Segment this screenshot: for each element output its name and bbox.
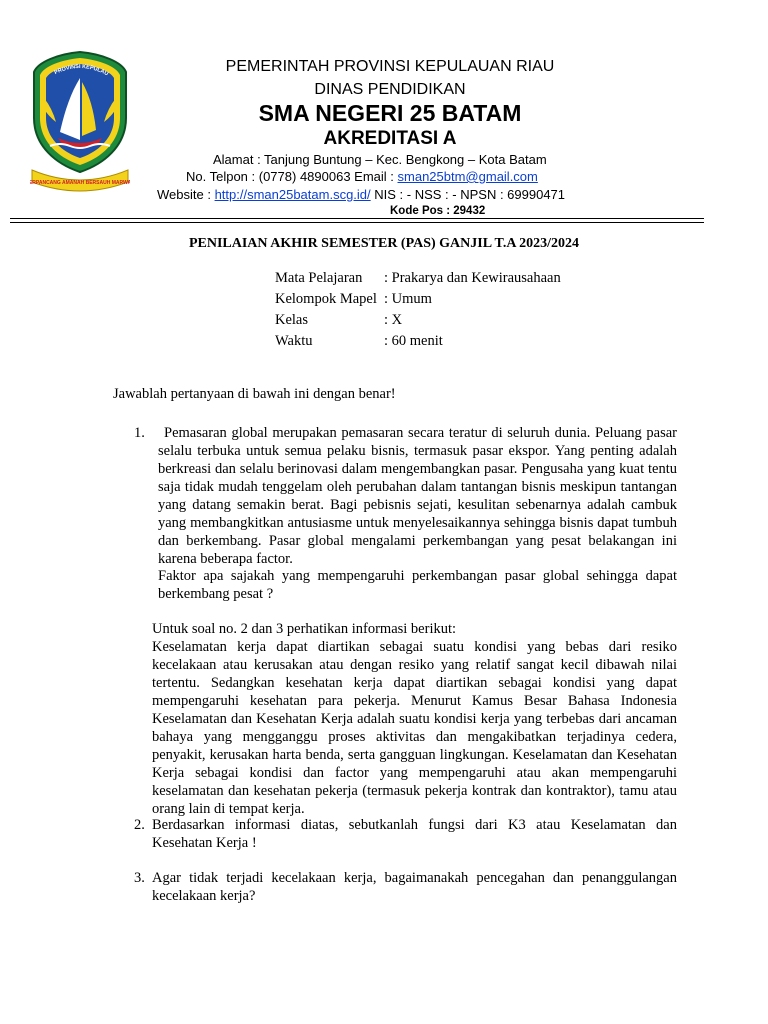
government-name: PEMERINTAH PROVINSI KEPULAUAN RIAU <box>225 58 555 75</box>
shared-intro: Untuk soal no. 2 dan 3 perhatikan informasi berikut: <box>152 621 457 637</box>
info-label: Kelas <box>275 312 309 328</box>
question-1-passage: Pemasaran global merupakan pemasaran secara teratur di seluruh dunia. Peluang pasar selalu terbuka untuk semua pelaku bisnis, termasuk pasar ekspor. Yang penting adalah berkreasi dan selalu berinovasi dalam mengembangkan pasar. Pengusaha yang kuat tentu saja tidak mudah tenggelam oleh perubahan dalam tantangan bisnis meskipun tantangan yang datang semakin berat. Bagi pebisnis sejati, kesulitan sebenarnya adalah cambuk yang membangkitkan antusiasme untuk menyelesaikannya sehingga bisnis dapat tumbuh dan berkembang. Pasar global mengalami perkembangan yang pesat belakangan ini karena beberapa factor. <box>158 425 677 567</box>
department-name: DINAS PENDIDIKAN <box>314 81 466 98</box>
info-value: : X <box>384 312 403 328</box>
info-row-group <box>275 289 561 310</box>
emblem-ribbon-text: BERPANCANG AMANAH BERSAUH MARWAH <box>30 180 130 186</box>
email-link[interactable]: sman25btm@gmail.com <box>397 169 538 184</box>
phone-text: No. Telpon : (0778) 4890063 Email : <box>186 169 398 184</box>
school-ids: NIS : - NSS : - NPSN : 69990471 <box>370 187 566 202</box>
website-line <box>157 187 565 202</box>
exam-info <box>275 268 561 352</box>
emblem-arc-text: PROVINSI KEPULAU <box>53 63 110 78</box>
question-2-text: Berdasarkan informasi diatas, sebutkanlah fungsi dari K3 atau Keselamatan dan Kesehatan Kerja ! <box>152 817 677 851</box>
info-value: : Umum <box>384 291 432 307</box>
website-link[interactable]: http://sman25batam.scg.id/ <box>214 187 371 202</box>
accreditation: AKREDITASI A <box>323 128 457 149</box>
exam-title: PENILAIAN AKHIR SEMESTER (PAS) GANJIL T.A 2023/2024 <box>188 236 580 251</box>
website-label: Website : <box>157 187 215 202</box>
info-label: Mata Pelajaran <box>275 270 363 286</box>
info-row-subject <box>275 268 561 289</box>
school-address: Alamat : Tanjung Buntung – Kec. Bengkong – Kota Batam <box>213 152 547 167</box>
contact-line <box>186 169 538 184</box>
postal-code: Kode Pos : 29432 <box>390 205 486 217</box>
question-2-number: 2. <box>134 817 145 833</box>
info-label: Waktu <box>275 333 313 349</box>
header-divider-top <box>10 218 704 219</box>
info-row-time <box>275 331 561 352</box>
instruction: Jawablah pertanyaan di bawah ini dengan benar! <box>113 386 396 402</box>
header-divider-bottom <box>10 222 704 223</box>
question-1-text: Faktor apa sajakah yang mempengaruhi perkembangan pasar global sehingga dapat berkembang pesat ? <box>158 568 677 602</box>
shared-passage: Keselamatan kerja dapat diartikan sebagai suatu kondisi yang bebas dari resiko kecelakaan atau kerusakan atau dengan resiko yang relatif sangat kecil dibawah nilai tertentu. Sedangkan kesehatan kerja dapat diartikan sebagai kondisi yang dapat mempengaruhi kesehatan para pekerja. Menurut Kamus Besar Bahasa Indonesia Keselamatan dan Kesehatan Kerja adalah suatu kondisi kerja yang terbebas dari ancaman bahaya yang mengganggu proses aktivitas dan mengakibatkan terjadinya cedera, penyakit, kerusakan harta benda, serta gangguan lingkungan. Keselamatan dan Kesehatan Kerja sebagai kondisi dan factor yang mempengaruhi atau akan mempengaruhi keselamatan dan kesehatan pekerja (termasuk pekerja kontrak dan kontraktor), tamu atau orang lain di tempat kerja. <box>152 639 677 817</box>
info-row-class <box>275 310 561 331</box>
info-value: : Prakarya dan Kewirausahaan <box>384 270 561 286</box>
question-1-number: 1. <box>134 425 145 441</box>
info-label: Kelompok Mapel <box>275 291 377 307</box>
school-name: SMA NEGERI 25 BATAM <box>258 100 522 126</box>
question-3-number: 3. <box>134 870 145 886</box>
info-value: : 60 menit <box>384 333 443 349</box>
question-3-text: Agar tidak terjadi kecelakaan kerja, bagaimanakah pencegahan dan penanggulangan kecelakaan kerja? <box>152 870 677 904</box>
